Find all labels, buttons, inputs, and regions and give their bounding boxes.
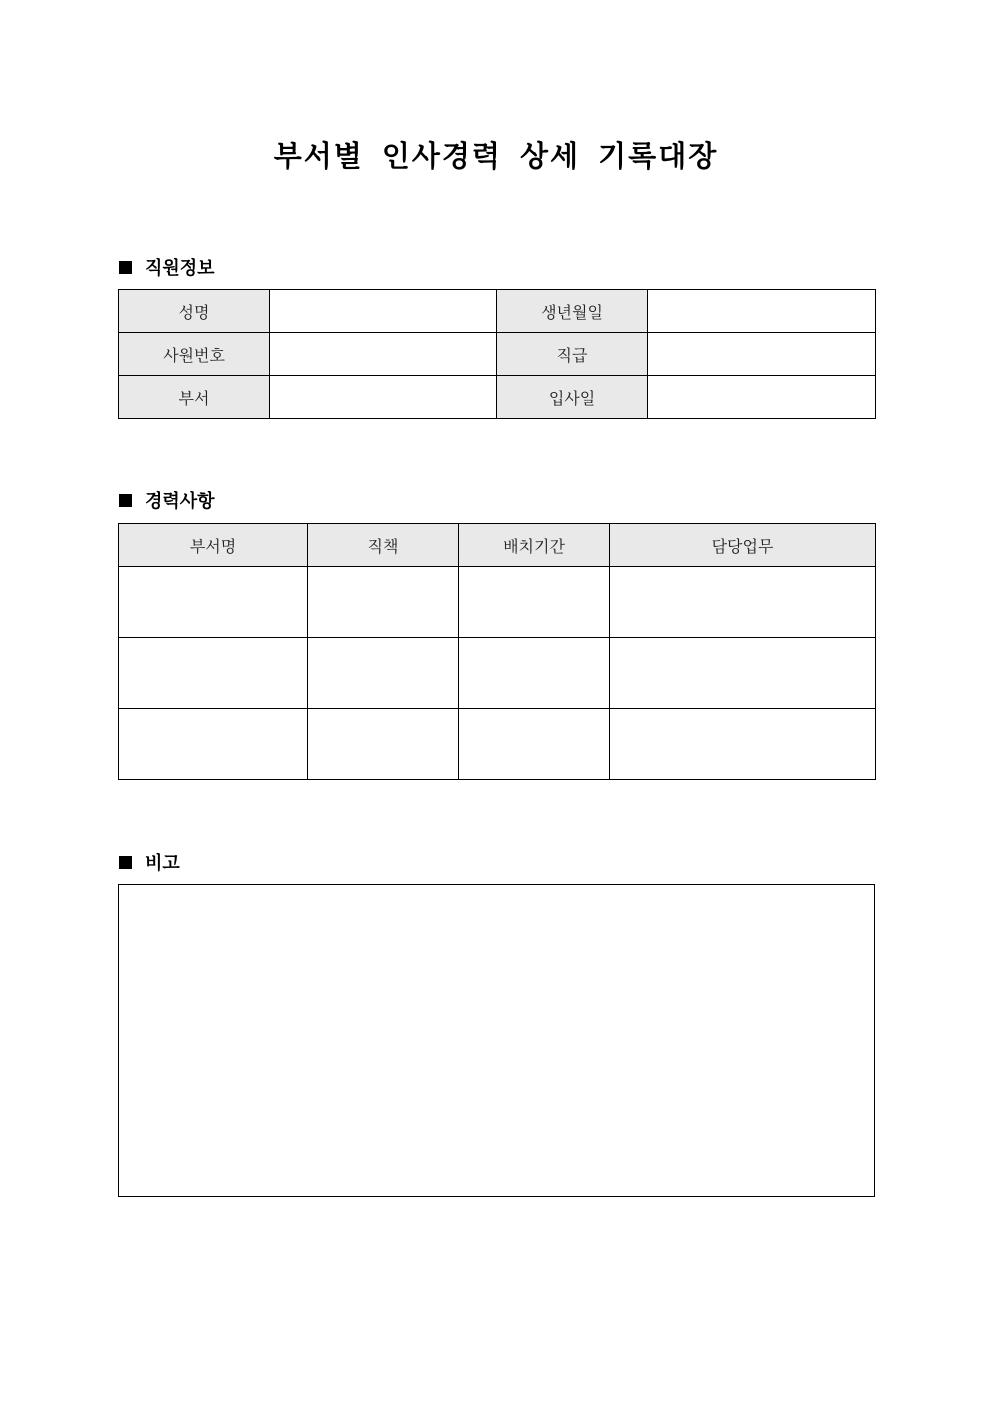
remarks-heading (119, 849, 180, 875)
remarks-heading-text: 비고 (145, 853, 180, 874)
career-heading-text: 경력사항 (145, 491, 215, 512)
career-table (118, 523, 876, 780)
employee-number-field[interactable] (270, 333, 497, 376)
career-cell[interactable] (459, 638, 610, 709)
birthdate-label: 생년월일 (497, 290, 648, 333)
table-row (119, 333, 876, 376)
employee-info-heading-text: 직원정보 (145, 258, 215, 279)
column-header-department-name: 부서명 (119, 524, 308, 567)
black-square-icon (119, 856, 132, 869)
hire-date-field[interactable] (648, 376, 876, 419)
career-cell[interactable] (119, 709, 308, 780)
table-row (119, 567, 876, 638)
career-cell[interactable] (308, 567, 459, 638)
career-cell[interactable] (308, 709, 459, 780)
remarks-field[interactable] (118, 884, 875, 1197)
table-row (119, 638, 876, 709)
column-header-assignment-period: 배치기간 (459, 524, 610, 567)
name-label: 성명 (119, 290, 270, 333)
table-row (119, 376, 876, 419)
table-row (119, 290, 876, 333)
name-field[interactable] (270, 290, 497, 333)
career-cell[interactable] (610, 638, 876, 709)
employee-info-table (118, 289, 876, 419)
department-label: 부서 (119, 376, 270, 419)
employee-info-heading (119, 254, 215, 280)
black-square-icon (119, 261, 132, 274)
career-cell[interactable] (308, 638, 459, 709)
career-cell[interactable] (119, 638, 308, 709)
birthdate-field[interactable] (648, 290, 876, 333)
career-cell[interactable] (610, 709, 876, 780)
table-header-row (119, 524, 876, 567)
career-cell[interactable] (610, 567, 876, 638)
department-field[interactable] (270, 376, 497, 419)
column-header-position: 직책 (308, 524, 459, 567)
column-header-duties: 담당업무 (610, 524, 876, 567)
employee-number-label: 사원번호 (119, 333, 270, 376)
table-row (119, 709, 876, 780)
document-title: 부서별 인사경력 상세 기록대장 (273, 139, 719, 173)
career-cell[interactable] (119, 567, 308, 638)
career-cell[interactable] (459, 709, 610, 780)
rank-field[interactable] (648, 333, 876, 376)
hire-date-label: 입사일 (497, 376, 648, 419)
black-square-icon (119, 494, 132, 507)
career-heading (119, 487, 215, 513)
career-cell[interactable] (459, 567, 610, 638)
rank-label: 직급 (497, 333, 648, 376)
